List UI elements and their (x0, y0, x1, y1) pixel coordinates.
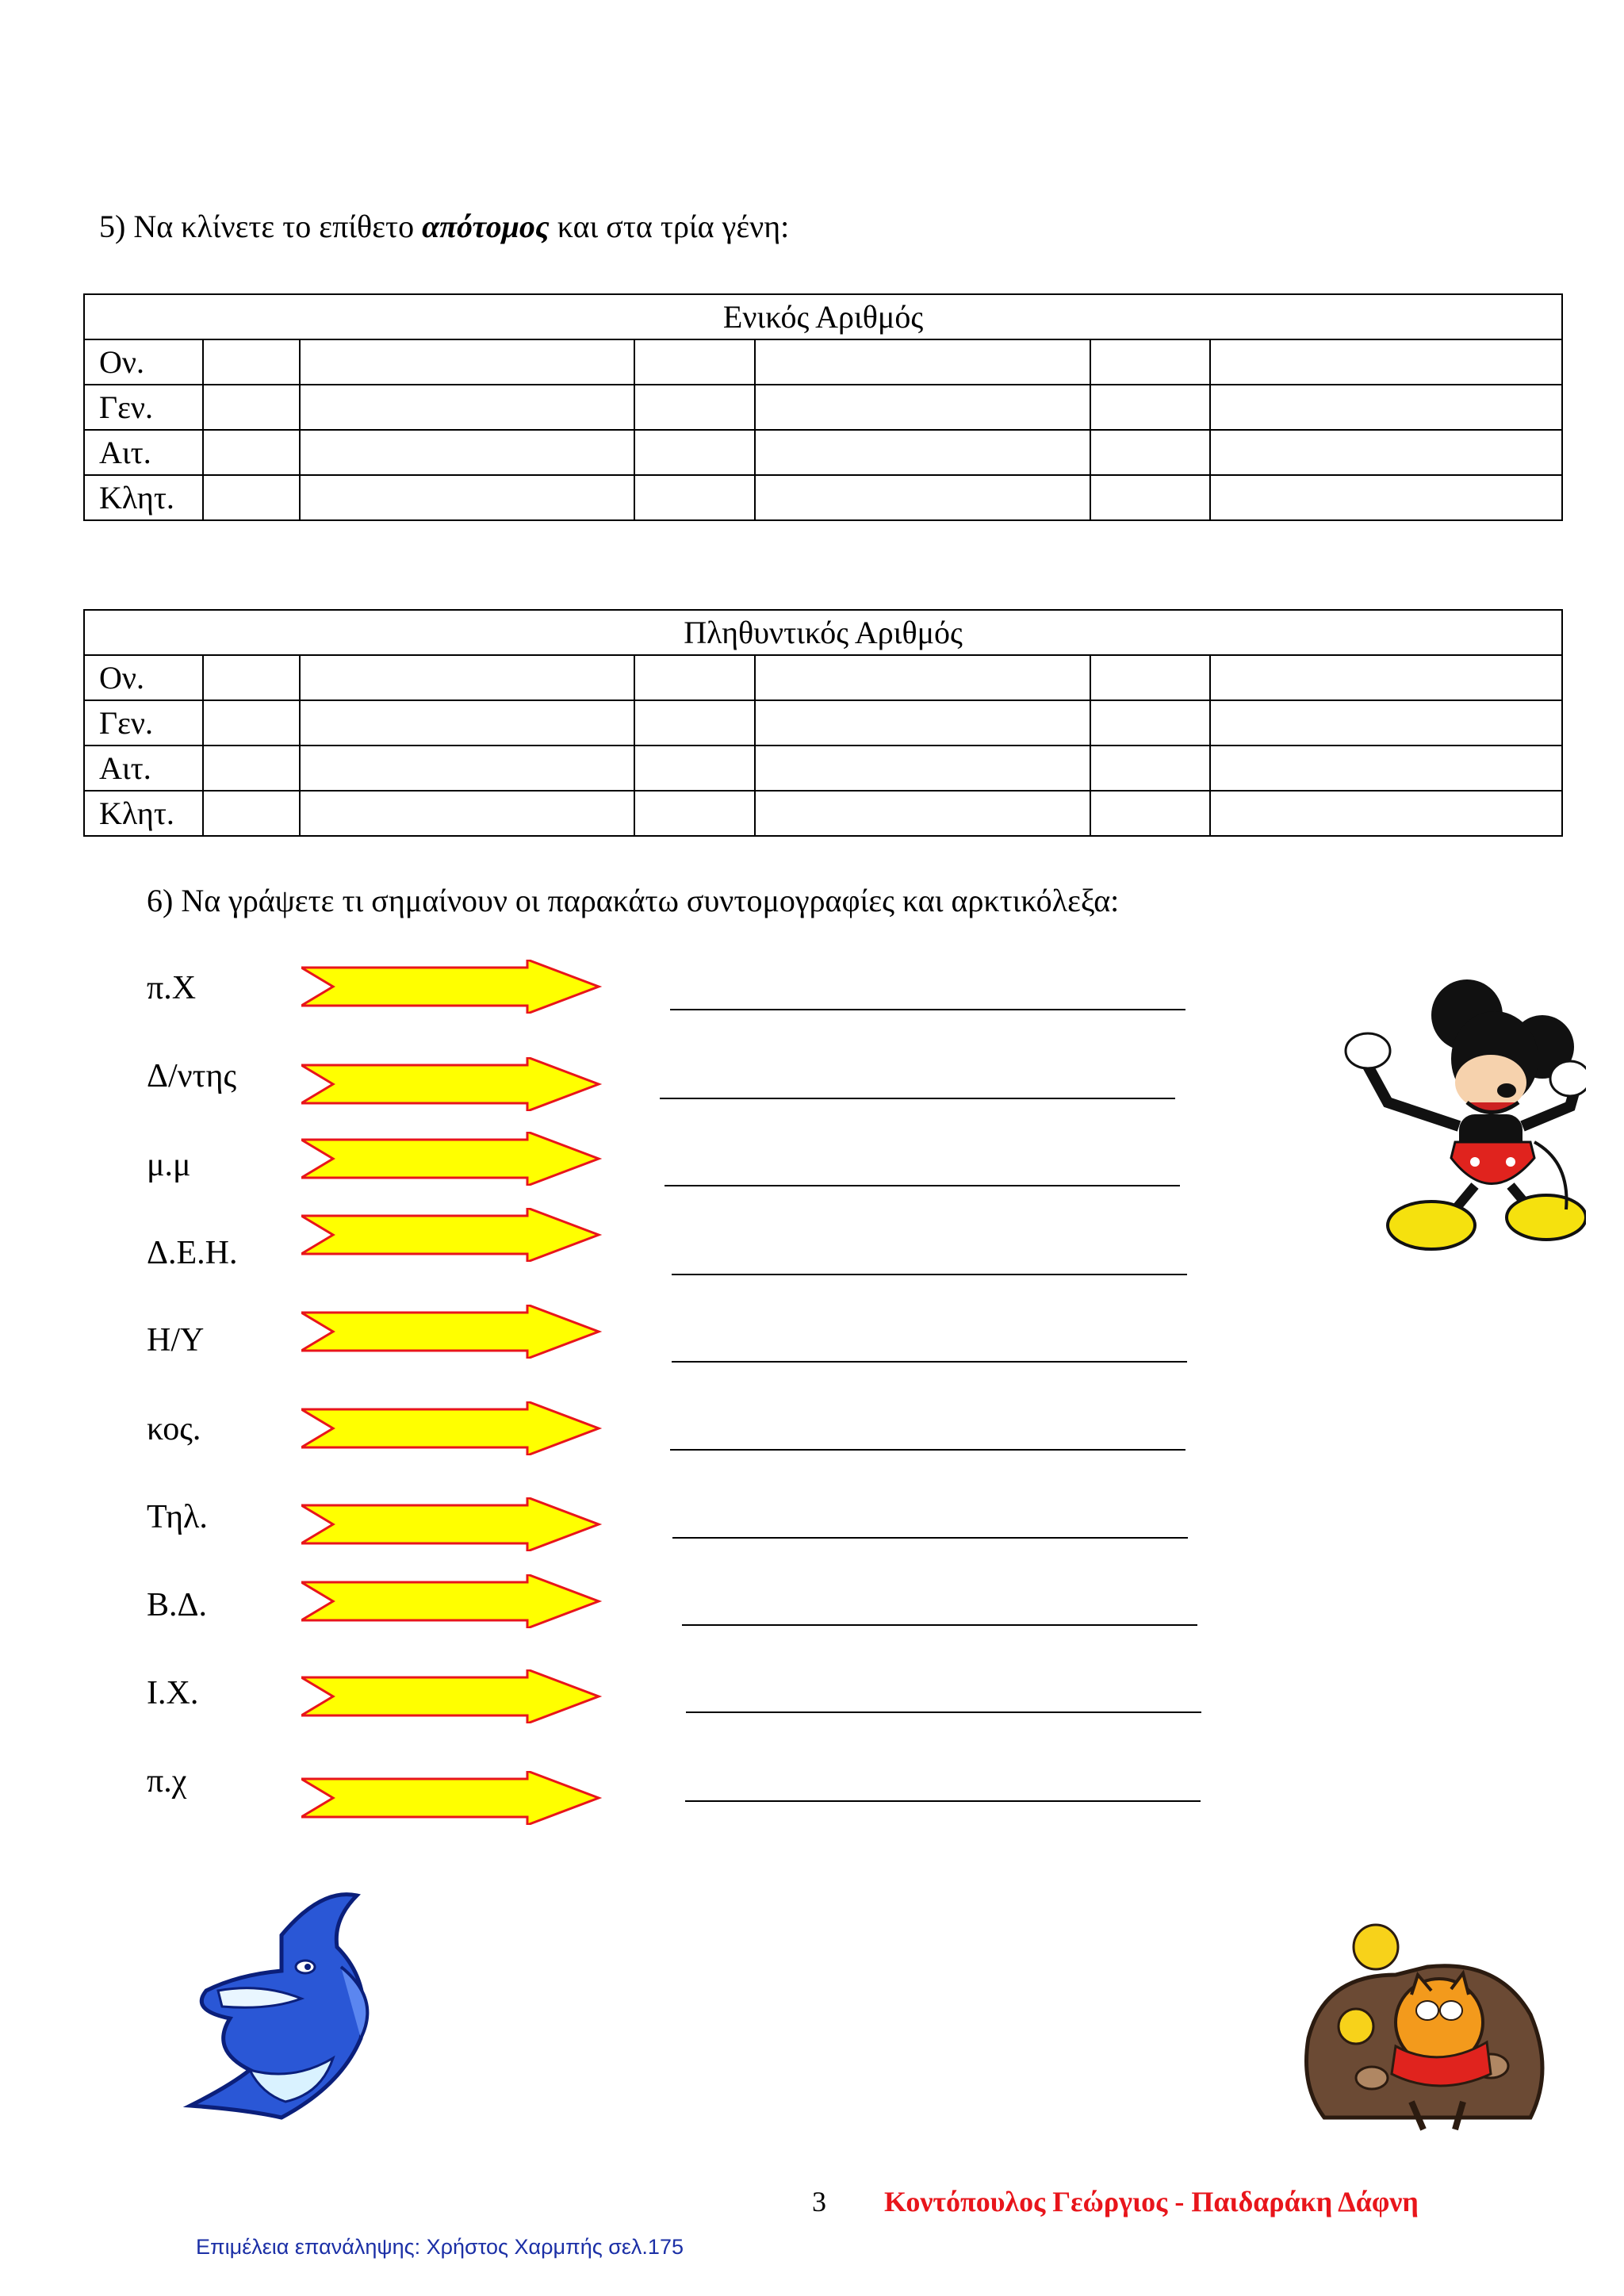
table-row (84, 430, 1562, 475)
table-row (84, 655, 1562, 700)
answer-cell[interactable] (300, 655, 634, 700)
singular-table-title: Ενικός Αριθμός (84, 294, 1562, 339)
question-5-suffix: και στα τρία γένη: (549, 209, 790, 244)
answer-cell[interactable] (634, 385, 755, 430)
abbreviation-label: Ι.Χ. (147, 1675, 199, 1711)
table-row (84, 746, 1562, 791)
answer-cell[interactable] (755, 339, 1090, 385)
case-label: Κλητ. (84, 475, 203, 520)
answer-line[interactable] (685, 1800, 1201, 1802)
dolphin-cartoon (143, 1880, 444, 2141)
answer-cell[interactable] (755, 746, 1090, 791)
answer-cell[interactable] (634, 791, 755, 836)
answer-cell[interactable] (203, 746, 300, 791)
answer-cell[interactable] (1090, 655, 1210, 700)
question-6-title: 6) Να γράψετε τι σημαίνουν οι παρακάτω συντομογραφίες και αρκτικόλεξα: (147, 883, 1120, 918)
answer-cell[interactable] (203, 385, 300, 430)
abbreviation-label: Β.Δ. (147, 1587, 208, 1623)
answer-cell[interactable] (1210, 339, 1562, 385)
answer-cell[interactable] (1210, 655, 1562, 700)
answer-cell[interactable] (300, 700, 634, 746)
answer-line[interactable] (670, 1009, 1185, 1010)
answer-cell[interactable] (755, 385, 1090, 430)
case-label: Γεν. (84, 700, 203, 746)
answer-cell[interactable] (1090, 475, 1210, 520)
answer-cell[interactable] (203, 339, 300, 385)
answer-cell[interactable] (300, 746, 634, 791)
plural-declension-table (83, 609, 1563, 837)
arrow-icon (301, 1305, 603, 1359)
singular-declension-table (83, 293, 1563, 521)
arrow-icon (301, 1057, 603, 1111)
answer-cell[interactable] (1090, 791, 1210, 836)
answer-line[interactable] (660, 1098, 1175, 1099)
answer-cell[interactable] (1090, 339, 1210, 385)
answer-cell[interactable] (300, 430, 634, 475)
answer-cell[interactable] (300, 385, 634, 430)
answer-cell[interactable] (634, 475, 755, 520)
answer-cell[interactable] (203, 791, 300, 836)
answer-line[interactable] (672, 1537, 1188, 1539)
answer-line[interactable] (682, 1624, 1197, 1626)
answer-cell[interactable] (1210, 475, 1562, 520)
abbreviation-label: Τηλ. (147, 1499, 208, 1535)
answer-cell[interactable] (755, 700, 1090, 746)
question-5-title (99, 208, 789, 245)
answer-cell[interactable] (1090, 385, 1210, 430)
abbreviation-label: Η/Υ (147, 1322, 205, 1359)
answer-cell[interactable] (1210, 700, 1562, 746)
mouse-cartoon (1340, 972, 1586, 1257)
table-row (84, 339, 1562, 385)
arrow-icon (301, 1771, 603, 1825)
case-label: Αιτ. (84, 430, 203, 475)
case-label: Αιτ. (84, 746, 203, 791)
abbreviation-label: μ.μ (147, 1147, 191, 1183)
arrow-icon (301, 1669, 603, 1723)
answer-cell[interactable] (1090, 700, 1210, 746)
case-label: Κλητ. (84, 791, 203, 836)
answer-cell[interactable] (634, 700, 755, 746)
arrow-icon (301, 1497, 603, 1551)
answer-cell[interactable] (1210, 385, 1562, 430)
answer-cell[interactable] (755, 430, 1090, 475)
answer-line[interactable] (686, 1711, 1201, 1713)
answer-cell[interactable] (203, 475, 300, 520)
abbreviation-label: Δ.Ε.Η. (147, 1235, 238, 1271)
answer-cell[interactable] (203, 700, 300, 746)
arrow-icon (301, 1132, 603, 1186)
case-label: Ον. (84, 655, 203, 700)
question-5-prefix: 5) Να κλίνετε το επίθετο (99, 209, 423, 244)
abbreviation-label: π.χ (147, 1763, 187, 1800)
plural-table-title: Πληθυντικός Αριθμός (84, 610, 1562, 655)
answer-cell[interactable] (203, 655, 300, 700)
answer-cell[interactable] (755, 791, 1090, 836)
abbreviation-label: π.Χ (147, 970, 197, 1006)
table-row (84, 700, 1562, 746)
answer-cell[interactable] (634, 746, 755, 791)
page-number: 3 (812, 2186, 826, 2217)
answer-cell[interactable] (203, 430, 300, 475)
answer-cell[interactable] (755, 475, 1090, 520)
arrow-icon (301, 960, 603, 1014)
case-label: Ον. (84, 339, 203, 385)
table-row (84, 791, 1562, 836)
answer-cell[interactable] (755, 655, 1090, 700)
answer-line[interactable] (665, 1185, 1180, 1186)
cat-cartoon (1300, 1919, 1554, 2141)
answer-cell[interactable] (300, 791, 634, 836)
authors: Κοντόπουλος Γεώργιος - Παιδαράκη Δάφνη (884, 2186, 1419, 2217)
arrow-icon (301, 1574, 603, 1628)
answer-cell[interactable] (634, 655, 755, 700)
arrow-icon (301, 1208, 603, 1262)
table-row (84, 475, 1562, 520)
answer-line[interactable] (672, 1361, 1187, 1363)
answer-cell[interactable] (634, 339, 755, 385)
arrow-icon (301, 1401, 603, 1455)
answer-cell[interactable] (300, 475, 634, 520)
answer-line[interactable] (672, 1274, 1187, 1275)
answer-line[interactable] (670, 1449, 1185, 1451)
answer-cell[interactable] (300, 339, 634, 385)
answer-cell[interactable] (1210, 746, 1562, 791)
answer-cell[interactable] (634, 430, 755, 475)
case-label: Γεν. (84, 385, 203, 430)
answer-cell[interactable] (1090, 430, 1210, 475)
answer-cell[interactable] (1210, 430, 1562, 475)
abbreviation-label: Δ/ντης (147, 1058, 237, 1094)
table-row (84, 385, 1562, 430)
answer-cell[interactable] (1090, 746, 1210, 791)
question-5-word: απότομος (422, 209, 550, 244)
editor-credit: Επιμέλεια επανάληψης: Χρήστος Χαρμπής σελ.175 (196, 2235, 684, 2259)
abbreviation-label: κος. (147, 1411, 201, 1447)
answer-cell[interactable] (1210, 791, 1562, 836)
